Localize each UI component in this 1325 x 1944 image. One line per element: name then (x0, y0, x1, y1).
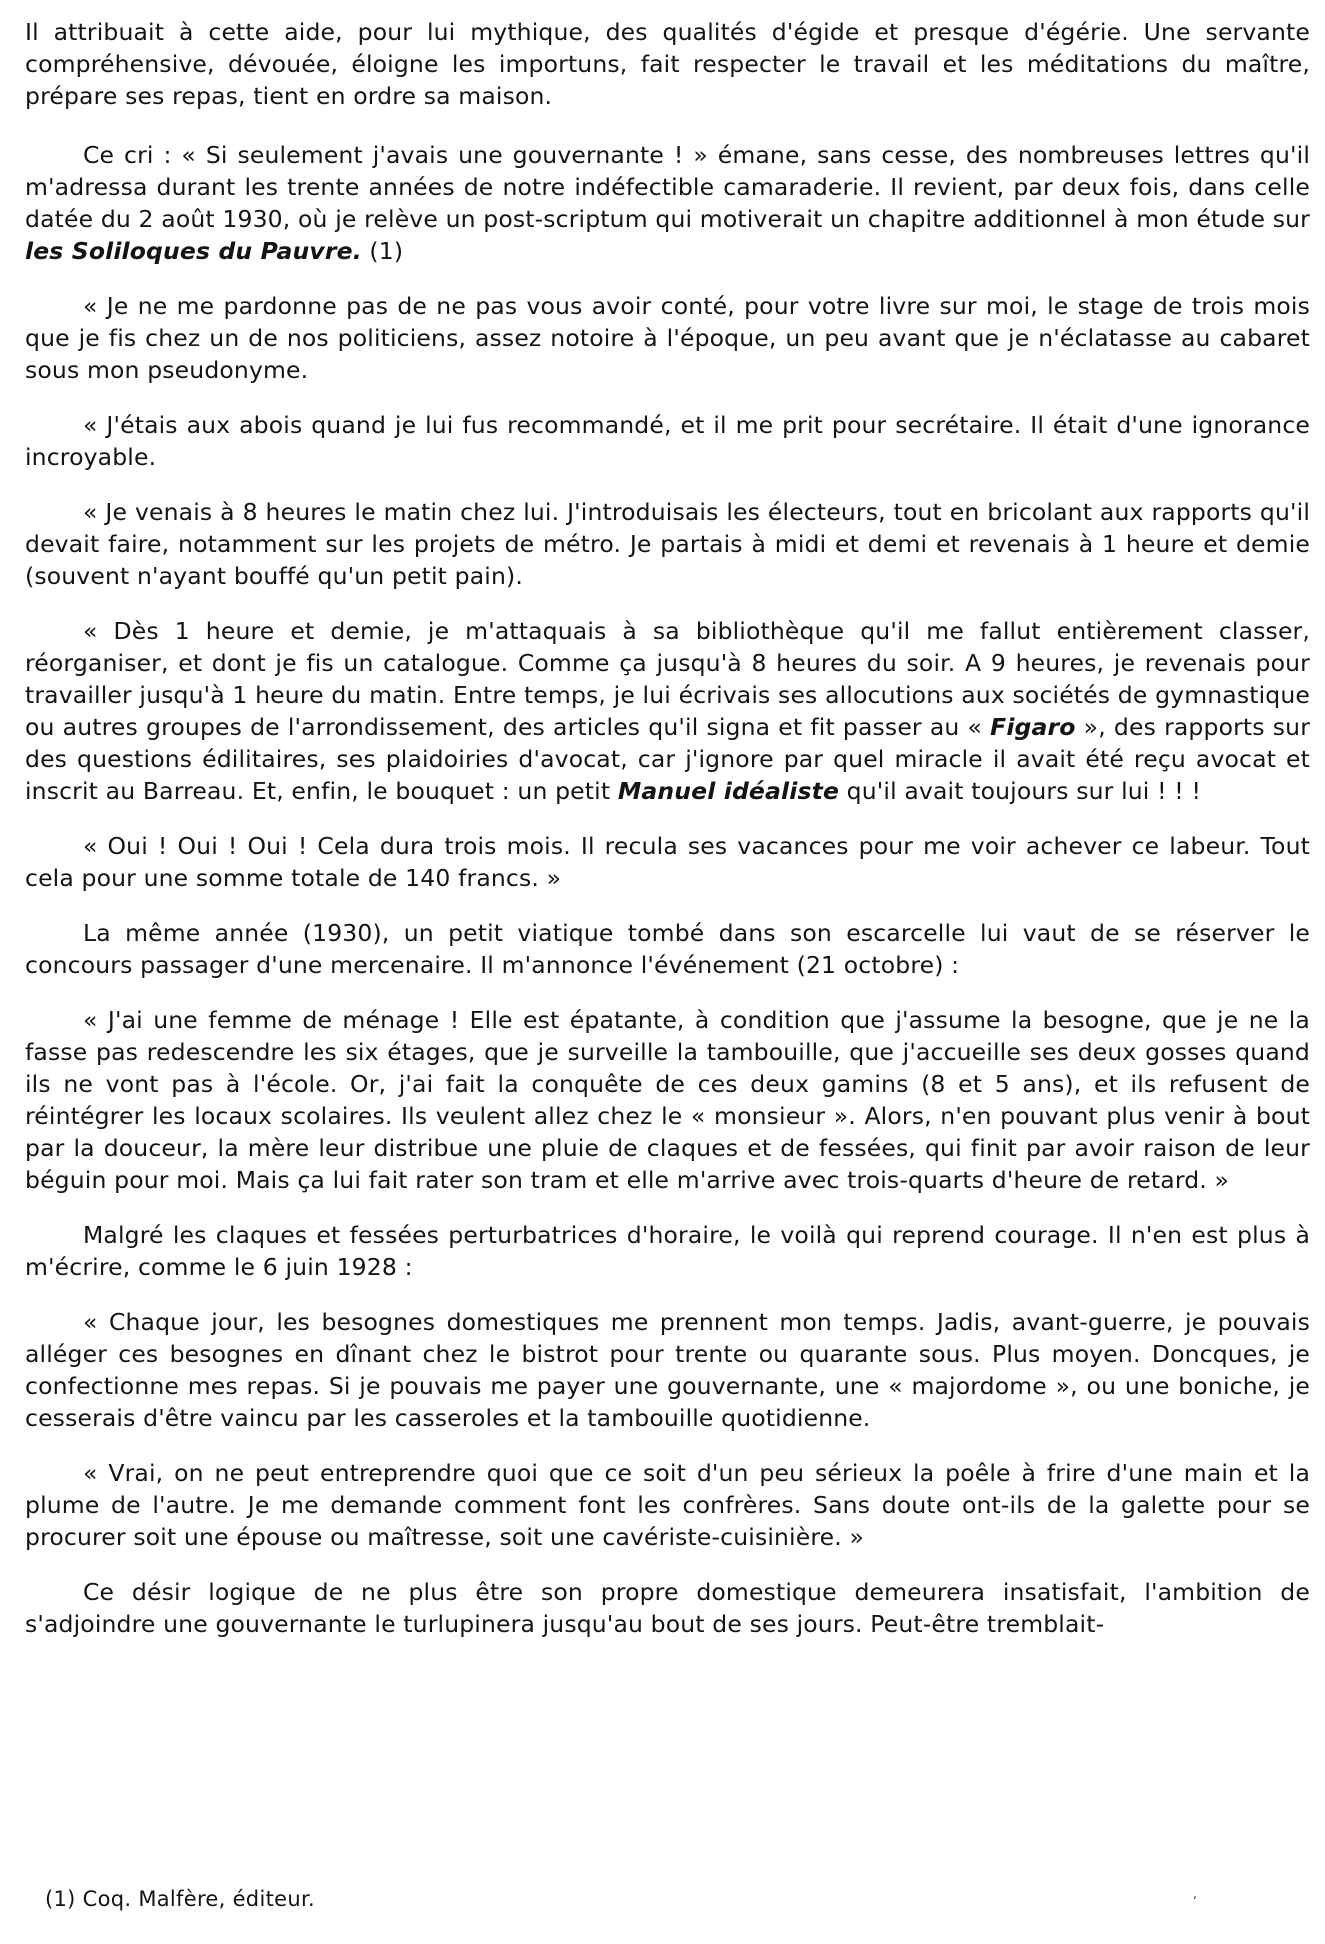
book-title-manuel: Manuel idéaliste (617, 777, 840, 805)
paragraph-10-text: Malgré les claques et fessées perturbatrices d'horaire, le voilà qui reprend courage. Il n'en est plus à m'écrire, comme le 6 juin 1928 : (25, 1221, 1310, 1281)
newspaper-title-figaro: Figaro (990, 713, 1076, 741)
paragraph-10 (25, 1219, 1310, 1283)
paragraph-8 (25, 917, 1310, 981)
paragraph-6-text-c: qu'il avait toujours sur lui ! ! ! (839, 777, 1202, 805)
paragraph-6-text-a: « Dès 1 heure et demie, je m'attaquais à sa bibliothèque qu'il me fallut entièrement classer, réorganiser, et dont je fis un catalogue. Comme ça jusqu'à 8 heures du soir. A 9 heures, je revenais pour travailler jusqu'à 1 heure du matin. Entre temps, je lui écrivais ses allocutions aux sociétés de gymnastique ou autres groupes de l'arrondissement, des articles qu'il signa et fit passer au « (25, 617, 1310, 741)
footnote-reference: (1) (361, 237, 404, 265)
paragraph-1-text: Il attribuait à cette aide, pour lui mythique, des qualités d'égide et presque d'égérie. Une servante compréhensive, dévouée, éloigne les importuns, fait respecter le travail et les méditations du maître, prépare ses repas, tient en ordre sa maison. (25, 18, 1310, 110)
paragraph-4 (25, 409, 1310, 473)
footnote: (1) Coq. Malfère, éditeur. (45, 1887, 315, 1911)
paragraph-7-text: « Oui ! Oui ! Oui ! Cela dura trois mois. Il recula ses vacances pour me voir achever ce labeur. Tout cela pour une somme totale de 140 francs. » (25, 832, 1310, 892)
paragraph-2 (25, 139, 1310, 267)
body-text (25, 16, 1310, 1663)
paragraph-9-text: « J'ai une femme de ménage ! Elle est épatante, à condition que j'assume la besogne, que je ne la fasse pas redescendre les six étages, que je surveille la tambouille, que j'accueille ses deux gosses quand ils ne vont pas à l'école. Or, j'ai fait la conquête de ces deux gamins (8 et 5 ans), et ils refusent de réintégrer les locaux scolaires. Ils veulent allez chez le « monsieur ». Alors, n'en pouvant plus venir à bout par la douceur, la mère leur distribue une pluie de claques et de fessées, qui finit par avoir raison de leur béguin pour moi. Mais ça lui fait rater son tram et elle m'arrive avec trois-quarts d'heure de retard. » (25, 1006, 1310, 1194)
stray-print-mark: ‘ (1193, 1894, 1197, 1908)
book-title-soliloques: les Soliloques du Pauvre. (25, 237, 362, 265)
paragraph-12-text: « Vrai, on ne peut entreprendre quoi que ce soit d'un peu sérieux la poêle à frire d'une main et la plume de l'autre. Je me demande comment font les confrères. Sans doute ont-ils de la galette pour se procurer soit une épouse ou maîtresse, soit une cavériste-cuisinière. » (25, 1459, 1310, 1551)
paragraph-8-text: La même année (1930), un petit viatique tombé dans son escarcelle lui vaut de se réserver le concours passager d'une mercenaire. Il m'annonce l'événement (21 octobre) : (25, 919, 1310, 979)
paragraph-12 (25, 1457, 1310, 1553)
paragraph-4-text: « J'étais aux abois quand je lui fus recommandé, et il me prit pour secrétaire. Il était d'une ignorance incroyable. (25, 411, 1310, 471)
paragraph-1 (25, 16, 1310, 112)
paragraph-11-text: « Chaque jour, les besognes domestiques me prennent mon temps. Jadis, avant-guerre, je pouvais alléger ces besognes en dînant chez le bistrot pour trente ou quarante sous. Plus moyen. Doncques, je confectionne mes repas. Si je pouvais me payer une gouvernante, une « majordome », ou une boniche, je cesserais d'être vaincu par les casseroles et la tambouille quotidienne. (25, 1308, 1310, 1432)
paragraph-13 (25, 1576, 1310, 1640)
paragraph-5-text: « Je venais à 8 heures le matin chez lui. J'introduisais les électeurs, tout en bricolant aux rapports qu'il devait faire, notamment sur les projets de métro. Je partais à midi et demi et revenais à 1 heure et demie (souvent n'ayant bouffé qu'un petit pain). (25, 498, 1310, 590)
paragraph-13-text: Ce désir logique de ne plus être son propre domestique demeurera insatisfait, l'ambition de s'adjoindre une gouvernante le turlupinera jusqu'au bout de ses jours. Peut-être tremblait- (25, 1578, 1310, 1638)
paragraph-9 (25, 1004, 1310, 1196)
paragraph-6 (25, 615, 1310, 807)
paragraph-6-text-b: », des rapports sur des questions édilitaires, ses plaidoiries d'avocat, car j'ignore par quel miracle il avait été reçu avocat et inscrit au Barreau. Et, enfin, le bouquet : un petit (25, 713, 1311, 805)
paragraph-7 (25, 830, 1310, 894)
paragraph-11 (25, 1306, 1310, 1434)
paragraph-5 (25, 496, 1310, 592)
paragraph-2-text: Ce cri : « Si seulement j'avais une gouvernante ! » émane, sans cesse, des nombreuses lettres qu'il m'adressa durant les trente années de notre indéfectible camaraderie. Il revient, par deux fois, dans celle datée du 2 août 1930, où je relève un post-scriptum qui motiverait un chapitre additionnel à mon étude sur (25, 141, 1310, 233)
paragraph-3-text: « Je ne me pardonne pas de ne pas vous avoir conté, pour votre livre sur moi, le stage de trois mois que je fis chez un de nos politiciens, assez notoire à l'époque, un peu avant que je n'éclatasse au cabaret sous mon pseudonyme. (25, 292, 1310, 384)
paragraph-3 (25, 290, 1310, 386)
